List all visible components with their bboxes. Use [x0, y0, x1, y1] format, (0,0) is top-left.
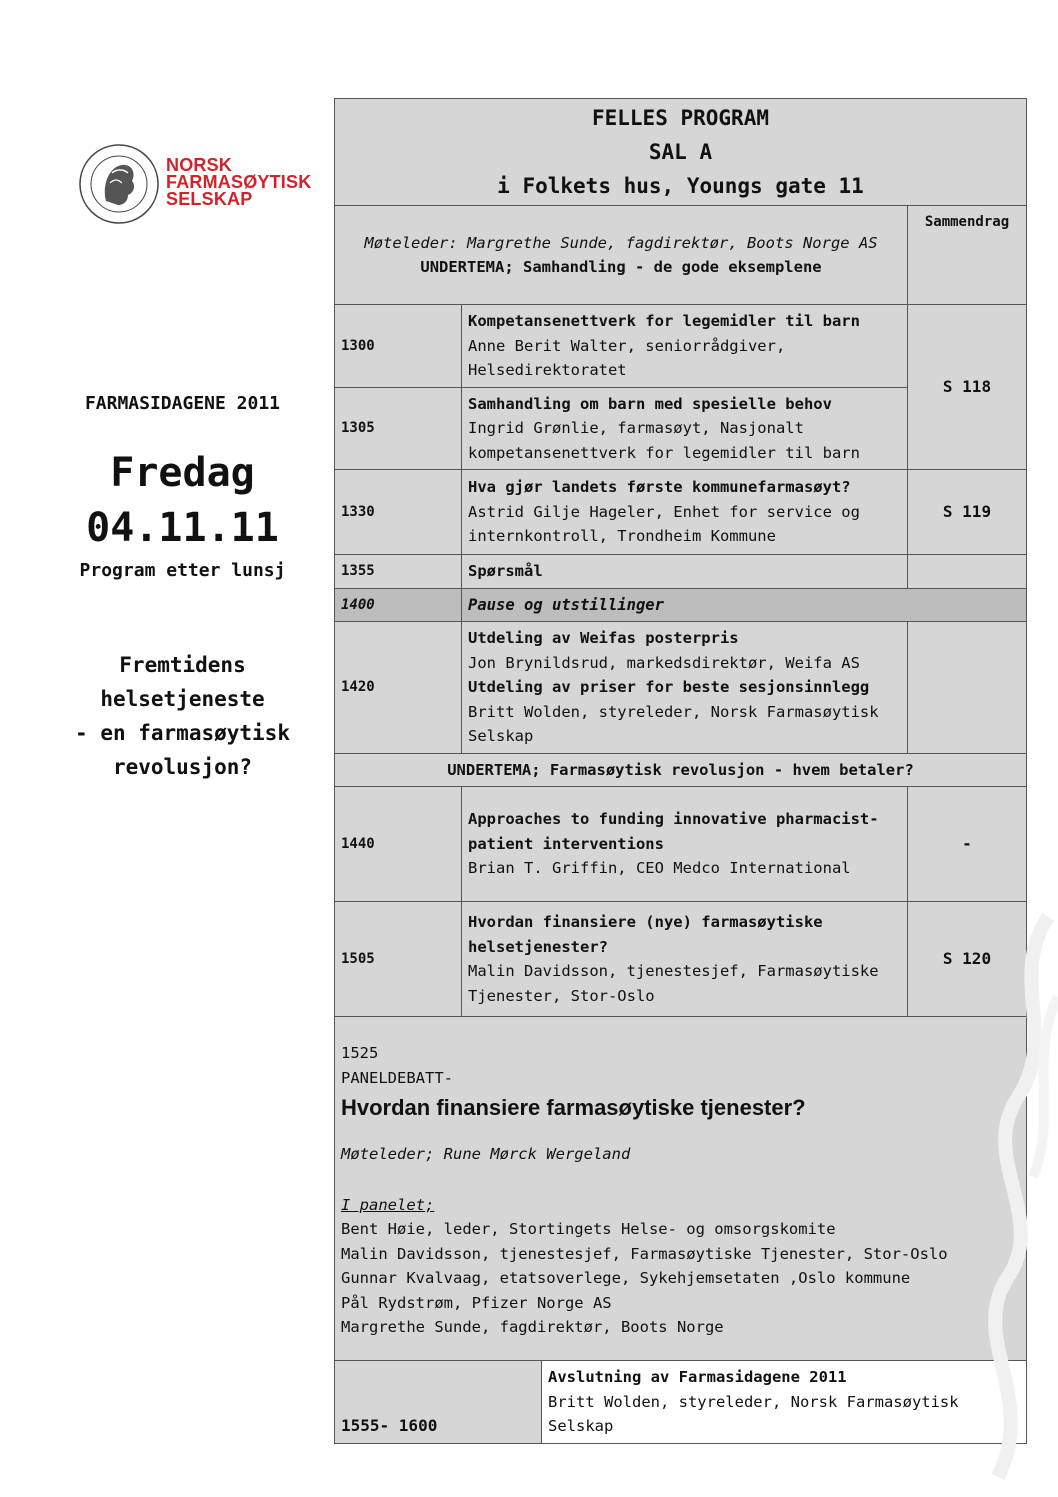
nfs-logo	[78, 143, 318, 225]
table-row	[335, 555, 1027, 589]
program-subtitle: Program etter lunsj	[79, 560, 286, 581]
time-cell: 1305	[335, 387, 462, 470]
closing-speaker: Britt Wolden, styreleder, Norsk Farmasøytisk Selskap	[548, 1392, 959, 1435]
subtheme-1: UNDERTEMA; Samhandling - de gode eksemplene	[420, 258, 822, 276]
subtheme-row	[335, 753, 1027, 787]
subtheme-2: UNDERTEMA; Farmasøytisk revolusjon - hvem betaler?	[335, 753, 1027, 787]
watermark-decoration	[938, 897, 1058, 1497]
moderator-text: Møteleder: Margrethe Sunde, fagdirektør, Boots Norge AS	[364, 233, 878, 252]
summary-header: Sammendrag	[908, 206, 1027, 305]
time-cell: 1505	[335, 902, 462, 1017]
seal-icon	[78, 143, 160, 225]
time-cell: 1440	[335, 787, 462, 902]
session-cell: Hvordan finansiere (nye) farmasøytiske helsetjenester? Malin Davidsson, tjenestesjef, Farmasøytiske Tjenester, Stor-Oslo	[462, 902, 908, 1017]
panel-row	[335, 1017, 1027, 1396]
panel-label: PANELDEBATT-	[341, 1068, 453, 1087]
panel-cell	[335, 1017, 1027, 1396]
summary-cell: -	[908, 787, 1027, 902]
session-cell: Hva gjør landets første kommunefarmasøyt? Astrid Gilje Hageler, Enhet for service og internkontroll, Trondheim Kommune	[462, 470, 908, 555]
summary-cell: S 118	[908, 305, 1027, 470]
date-title: 04.11.11	[86, 505, 279, 551]
panel-member: Malin Davidsson, tjenestesjef, Farmasøytiske Tjenester, Stor-Oslo	[341, 1244, 948, 1263]
closing-table	[334, 1360, 1027, 1444]
time-cell: 1330	[335, 470, 462, 555]
summary-cell	[908, 555, 1027, 589]
time-cell: 1420	[335, 622, 462, 754]
table-header-row	[335, 99, 1027, 206]
closing-title: Avslutning av Farmasidagene 2011	[548, 1368, 847, 1386]
intro-row	[335, 206, 1027, 305]
panel-moderator: Møteleder; Rune Mørck Wergeland	[341, 1145, 631, 1163]
panel-title: Hvordan finansiere farmasøytiske tjenester?	[341, 1095, 806, 1120]
summary-cell: S 120	[908, 902, 1027, 1017]
closing-time: 1555- 1600	[335, 1361, 542, 1444]
event-name: FARMASIDAGENE 2011	[84, 393, 281, 414]
table-row	[335, 305, 1027, 388]
session-cell: Kompetansenettverk for legemidler til barn Anne Berit Walter, seniorrådgiver, Helsedirektoratet	[462, 305, 908, 388]
table-row	[335, 622, 1027, 754]
closing-row	[335, 1361, 1027, 1444]
pause-row	[335, 588, 1027, 622]
session-cell: Approaches to funding innovative pharmacist- patient interventions Brian T. Griffin, CEO Medco International	[462, 787, 908, 902]
time-cell: 1400	[335, 588, 462, 622]
session-cell: Pause og utstillinger	[462, 588, 1027, 622]
time-cell: 1355	[335, 555, 462, 589]
logo-wordmark: NORSK FARMASØYTISK SELSKAP	[166, 155, 312, 209]
time-cell: 1300	[335, 305, 462, 388]
panel-member: Gunnar Kvalvaag, etatsoverlege, Sykehjemsetaten ,Oslo kommune	[341, 1269, 911, 1287]
panel-member: Pål Rydstrøm, Pfizer Norge AS	[341, 1293, 612, 1312]
table-row	[335, 902, 1027, 1017]
program-header: FELLES PROGRAM SAL A i Folkets hus, Youngs gate 11	[335, 99, 1027, 206]
session-cell: Samhandling om barn med spesielle behov Ingrid Grønlie, farmasøyt, Nasjonalt kompetansenettverk for legemidler til barn	[462, 387, 908, 470]
panel-member: Margrethe Sunde, fagdirektør, Boots Norge	[341, 1318, 724, 1336]
program-table	[334, 98, 1027, 1396]
panel-header: I panelet;	[341, 1195, 435, 1214]
session-cell: Spørsmål	[462, 555, 908, 589]
panel-member: Bent Høie, leder, Stortingets Helse- og omsorgskomite	[341, 1220, 836, 1238]
summary-cell	[908, 622, 1027, 754]
conference-theme: Fremtidens helsetjeneste - en farmasøytisk revolusjon?	[75, 653, 290, 779]
table-row	[335, 787, 1027, 902]
day-title: Fredag	[110, 450, 255, 496]
session-cell: Utdeling av Weifas posterpris Jon Brynildsrud, markedsdirektør, Weifa AS Utdeling av priser for beste sesjonsinnlegg Britt Wolden, styreleder, Norsk Farmasøytisk Selskap	[462, 622, 908, 754]
panel-time: 1525	[341, 1044, 379, 1062]
table-row	[335, 470, 1027, 555]
summary-cell: S 119	[908, 470, 1027, 555]
intro-cell	[335, 206, 908, 305]
